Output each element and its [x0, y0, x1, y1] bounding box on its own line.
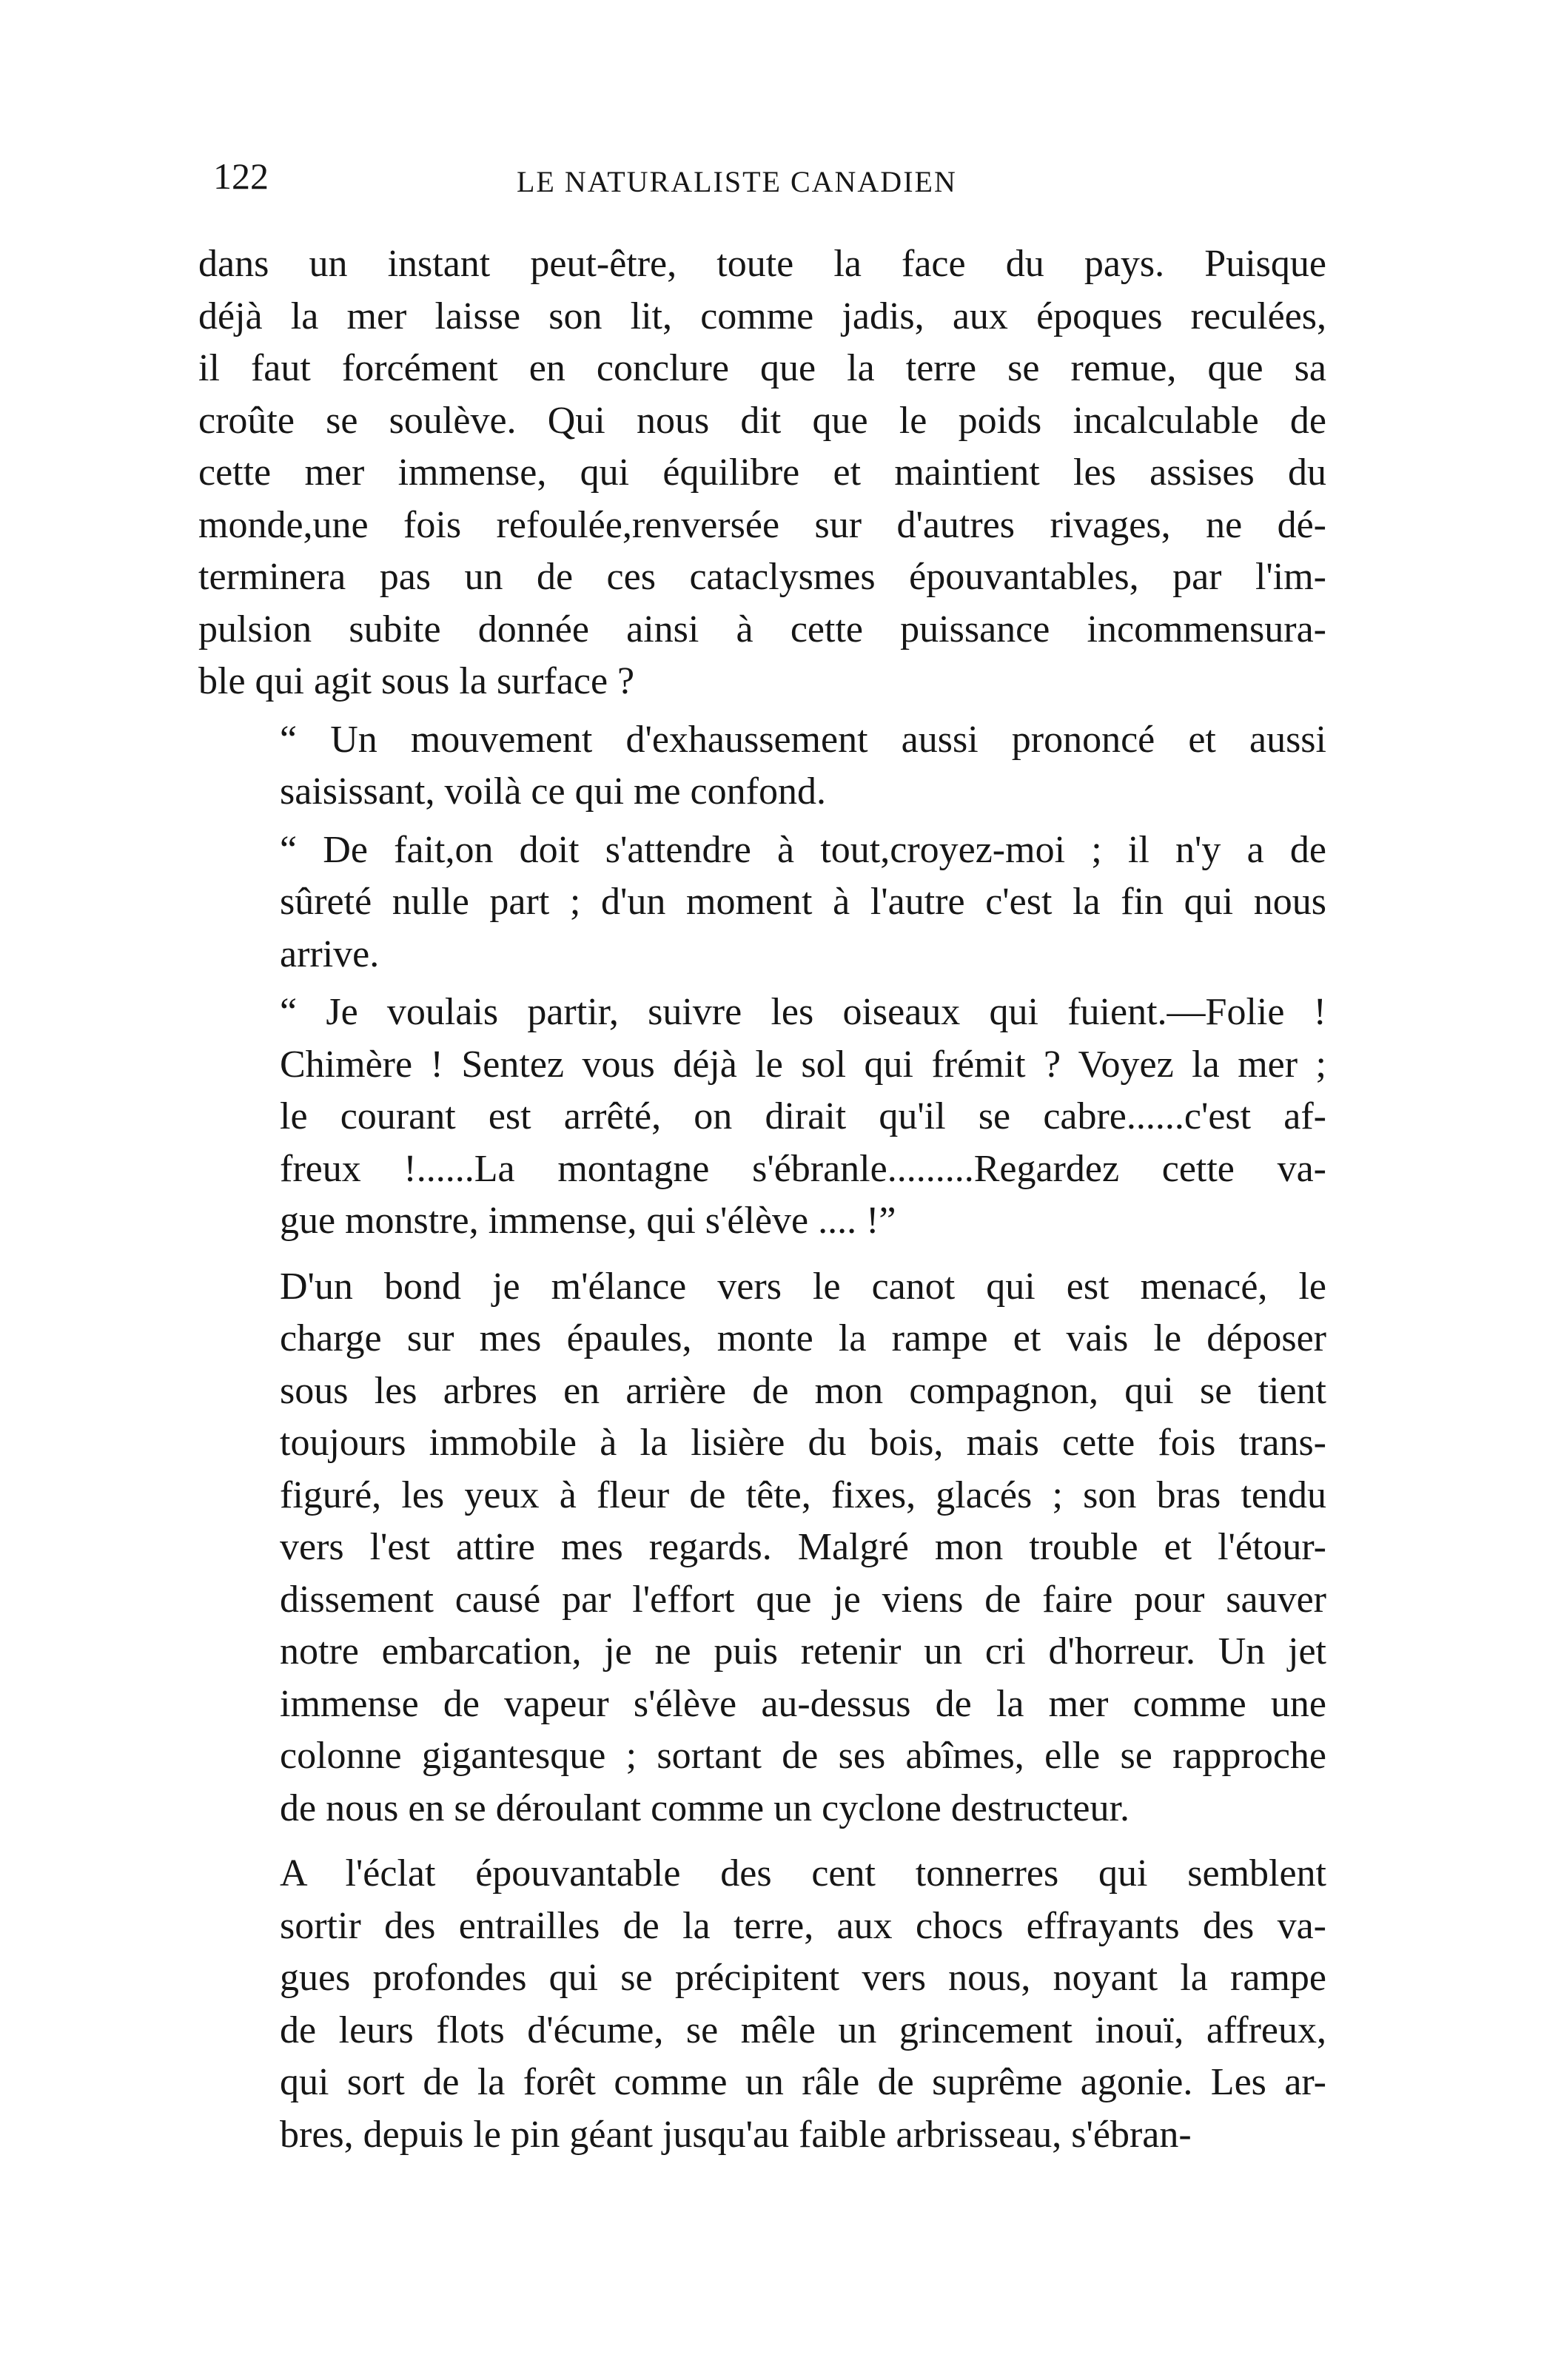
text-line: vers l'est attire mes regards. Malgré mon trouble et l'étour- [280, 1526, 1326, 1568]
text-line: “ De fait,on doit s'attendre à tout,croyez-moi ; il n'y a de [280, 828, 1326, 871]
text-line: saisissant, voilà ce qui me confond. [280, 770, 826, 813]
text-line: monde,une fois refoulée,renversée sur d'autres rivages, ne dé- [198, 503, 1326, 546]
text-line: qui sort de la forêt comme un râle de suprême agonie. Les ar- [280, 2061, 1326, 2103]
text-line: de leurs flots d'écume, se mêle un grincement inouï, affreux, [280, 2008, 1326, 2051]
text-line: sous les arbres en arrière de mon compagnon, qui se tient [280, 1369, 1326, 1412]
paragraph [198, 1848, 1326, 2161]
text-line: dans un instant peut-être, toute la face du pays. Puisque [198, 243, 1326, 285]
text-line: Chimère ! Sentez vous déjà le sol qui frémit ? Voyez la mer ; [280, 1043, 1326, 1086]
text-line: A l'éclat épouvantable des cent tonnerres qui semblent [280, 1852, 1326, 1895]
text-line: sortir des entrailles de la terre, aux chocs effrayants des va- [280, 1904, 1326, 1947]
text-line: bres, depuis le pin géant jusqu'au faible arbrisseau, s'ébran- [280, 2113, 1192, 2156]
text-line: freux !......La montagne s'ébranle.........Regardez cette va- [280, 1147, 1326, 1190]
text-line: “ Je voulais partir, suivre les oiseaux qui fuient.—Folie ! [280, 991, 1326, 1033]
paragraph [198, 714, 1326, 818]
text-line: cette mer immense, qui équilibre et maintient les assises du [198, 451, 1326, 494]
text-line: sûreté nulle part ; d'un moment à l'autre c'est la fin qui nous [280, 881, 1326, 923]
text-line: il faut forcément en conclure que la terre se remue, que sa [198, 347, 1326, 389]
text-line: D'un bond je m'élance vers le canot qui est menacé, le [280, 1265, 1326, 1308]
text-line: le courant est arrêté, on dirait qu'il se cabre......c'est af- [280, 1095, 1326, 1137]
text-line: ble qui agit sous la surface ? [198, 660, 635, 702]
text-line: gues profondes qui se précipitent vers nous, noyant la rampe [280, 1957, 1326, 1999]
paragraph [198, 824, 1326, 981]
page-number: 122 [213, 155, 269, 197]
body-text [198, 238, 1326, 2167]
text-line: toujours immobile à la lisière du bois, mais cette fois trans- [280, 1422, 1326, 1464]
text-line: notre embarcation, je ne puis retenir un cri d'horreur. Un jet [280, 1630, 1326, 1673]
text-line: immense de vapeur s'élève au-dessus de la mer comme une [280, 1682, 1326, 1725]
text-line: croûte se soulève. Qui nous dit que le poids incalculable de [198, 399, 1326, 442]
paragraph [198, 1261, 1326, 1835]
text-line: déjà la mer laisse son lit, comme jadis, aux époques reculées, [198, 295, 1326, 337]
paragraph [198, 986, 1326, 1248]
text-line: pulsion subite donnée ainsi à cette puissance incommensura- [198, 608, 1326, 651]
text-line: figuré, les yeux à fleur de tête, fixes, glacés ; son bras tendu [280, 1473, 1326, 1516]
text-line: colonne gigantesque ; sortant de ses abîmes, elle se rapproche [280, 1735, 1326, 1777]
text-line: “ Un mouvement d'exhaussement aussi prononcé et aussi [280, 718, 1326, 761]
running-title: LE NATURALISTE CANADIEN [517, 165, 957, 198]
text-line: arrive. [280, 932, 380, 975]
text-line: gue monstre, immense, qui s'élève .... !” [280, 1200, 896, 1242]
page-header [198, 154, 1323, 213]
paragraph [198, 238, 1326, 708]
text-line: terminera pas un de ces cataclysmes épouvantables, par l'im- [198, 556, 1326, 598]
text-line: charge sur mes épaules, monte la rampe et vais le déposer [280, 1317, 1326, 1359]
text-line: dissement causé par l'effort que je viens de faire pour sauver [280, 1578, 1326, 1621]
text-line: de nous en se déroulant comme un cyclone destructeur. [280, 1786, 1130, 1829]
